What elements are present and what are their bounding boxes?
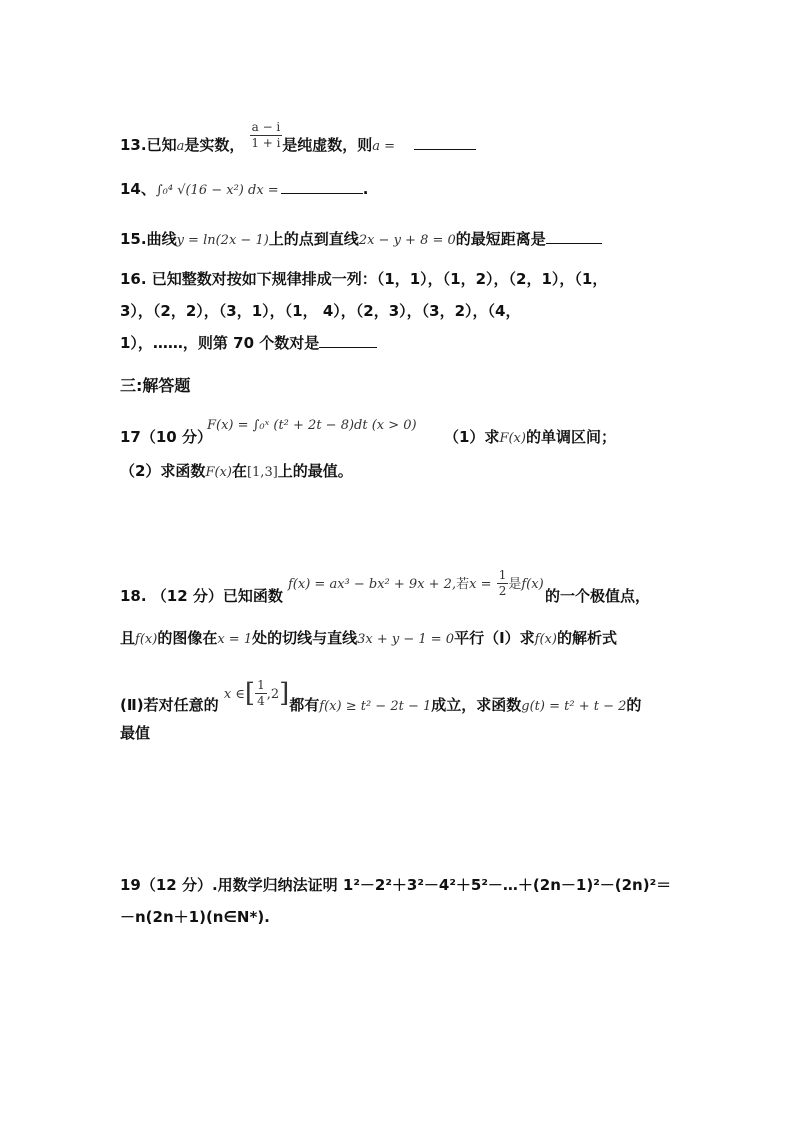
q15-lead: 15.曲线 <box>120 230 177 248</box>
q17-formula: F(x) = ∫₀ˣ (t² + 2t − 8)dt (x > 0) <box>207 418 417 433</box>
q18-fx-2: f(x) <box>135 632 158 647</box>
q17-part1 <box>444 426 616 447</box>
q18-line3: (Ⅱ)若对任意的 x ∈[ $\frac{1}{4}$ ,2]都有f(x) ≥ t² − 2t − 1成立，求函数g(t) = t² + t − 2的 <box>120 678 642 714</box>
q18-lead: 18. （12 分）已知函数 <box>120 587 283 605</box>
q17-interval: [1,3] <box>246 465 278 480</box>
q18-interval: x ∈[ $\frac{1}{4}$ ,2] <box>223 678 290 709</box>
q16-line1: 16. 已知整数对按如下规律排成一列：（1，1），（1，2），（2，1），（1， <box>120 270 608 288</box>
q18-ruo: 若 <box>456 577 470 592</box>
q17-part2-a: （2）求函数 <box>120 462 206 480</box>
q18-line4: 最值 <box>120 724 151 742</box>
q19-line2: －n(2n＋1)(n∈N*). <box>120 908 270 926</box>
q16-line3-text: 1），……，则第 70 个数对是 <box>120 334 320 352</box>
q13-text2: 是纯虚数，则 <box>282 136 373 154</box>
q18-fx: f(x) <box>521 577 544 592</box>
q16-line2: 3），（2，2），（3，1），（1， 4），（2，3），（3，2），（4， <box>120 302 521 320</box>
q16-line3 <box>120 332 377 353</box>
q13-fraction <box>250 120 283 151</box>
q14-integral: ∫₀⁴ √(16 − x²) dx = <box>155 183 279 198</box>
q18-line2: 且f(x)的图像在x = 1处的切线与直线3x + y − 1 = 0平行（Ⅰ）求f(x)的解析式 <box>120 629 617 647</box>
q18-xeq: x = <box>469 577 492 592</box>
q17-part2-c: 上的最值。 <box>277 462 353 480</box>
q17-part2 <box>120 460 353 481</box>
q15-text1: 上的点到直线 <box>268 230 359 248</box>
q13-answer-blank <box>414 148 476 150</box>
q15-curve: y = ln(2x − 1) <box>176 233 269 248</box>
q17-part2-b: 在 <box>231 462 247 480</box>
q18-line: 3x + y − 1 = 0 <box>357 632 455 647</box>
q15-answer-blank <box>546 242 602 244</box>
q18-fx-3: f(x) <box>534 632 557 647</box>
section-heading: 三:解答题 <box>120 376 191 395</box>
q18-inequality: f(x) ≥ t² − 2t − 1 <box>319 699 432 714</box>
q13-expr: a = <box>372 139 396 154</box>
q17-part1-b: 的单调区间； <box>525 428 616 446</box>
q13-denominator: 1 + i <box>251 136 281 150</box>
q18-x1: x = 1 <box>217 632 253 647</box>
q14-end: . <box>362 180 369 198</box>
q13-numerator: a − i <box>251 120 281 134</box>
q14-answer-blank <box>281 192 363 194</box>
question-14 <box>120 178 368 199</box>
q17-F: F(x) <box>499 431 526 446</box>
q18-f-expr: f(x) = ax³ − bx² + 9x + 2, <box>288 577 457 592</box>
q18-text1: 的一个极值点， <box>545 587 651 605</box>
question-13 <box>120 120 476 161</box>
q18-shi: 是 <box>508 577 522 592</box>
q13-lead: 13.已知 <box>120 136 177 154</box>
q13-text1: 是实数， <box>184 136 245 154</box>
q17-F2: F(x) <box>205 465 232 480</box>
q15-text2: 的最短距离是 <box>455 230 546 248</box>
q17-part1-a: （1）求 <box>444 428 500 446</box>
question-15 <box>120 228 602 249</box>
q18-function <box>288 568 544 599</box>
q16-answer-blank <box>319 346 377 348</box>
q13-var-a: a <box>176 139 185 154</box>
q14-lead: 14、 <box>120 180 156 198</box>
q15-line: 2x − y + 8 = 0 <box>358 233 456 248</box>
q18-g: g(t) = t² + t − 2 <box>521 699 627 714</box>
q19-line1: 19（12 分）.用数学归纳法证明 1²－2²＋3²－4²＋5²－…＋(2n－1)²－(2n)²＝ <box>120 876 672 894</box>
q17-lead: 17（10 分） <box>120 428 212 446</box>
q18-half: $\frac{1}{2}$ <box>498 568 507 598</box>
